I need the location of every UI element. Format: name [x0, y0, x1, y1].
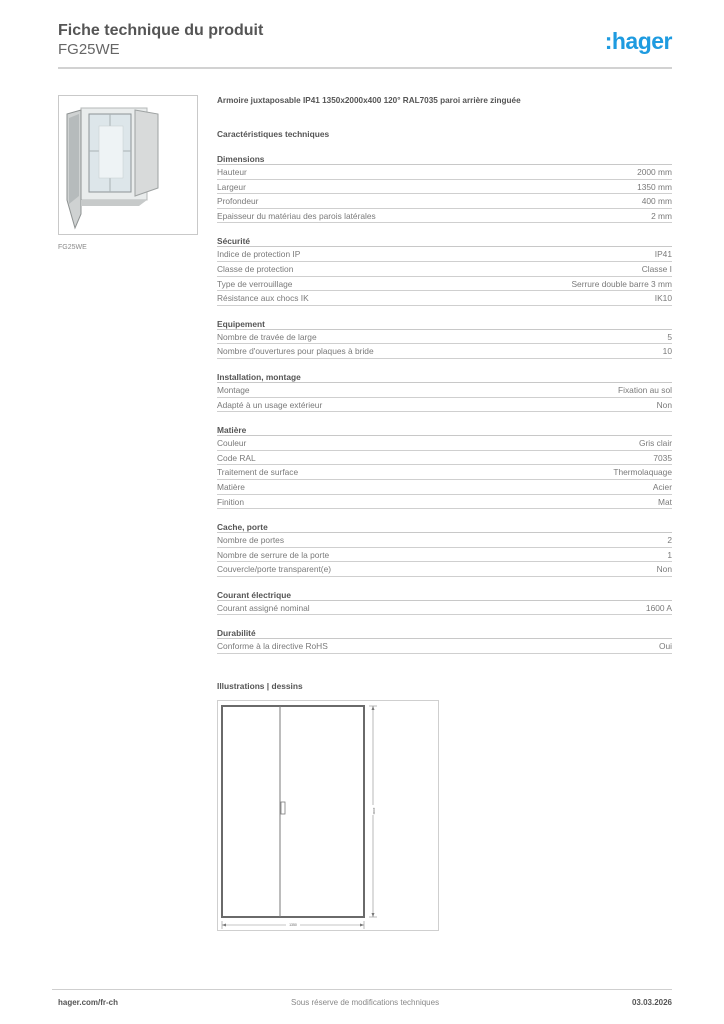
height-dimension-label: 2000 [372, 807, 376, 815]
spec-value: 1350 mm [637, 181, 672, 192]
footer-divider [52, 989, 672, 990]
spec-label: Code RAL [217, 452, 256, 463]
spec-group-dimensions [217, 153, 672, 223]
group-title: Cache, porte [217, 521, 672, 533]
spec-value: Acier [652, 481, 672, 492]
group-title: Matière [217, 424, 672, 436]
spec-label: Nombre de travée de large [217, 331, 317, 342]
spec-row [217, 480, 672, 495]
spec-value: 7035 [653, 452, 672, 463]
spec-row [217, 451, 672, 466]
cabinet-photo-icon [59, 96, 197, 234]
spec-label: Couvercle/porte transparent(e) [217, 564, 332, 575]
page-title: Fiche technique du produit [58, 22, 264, 39]
spec-label: Résistance aux chocs IK [217, 293, 309, 304]
spec-row [217, 495, 672, 510]
spec-content [217, 96, 672, 654]
spec-row [217, 639, 672, 654]
spec-row [217, 533, 672, 548]
technical-drawing [217, 700, 439, 931]
spec-label: Hauteur [217, 167, 247, 177]
spec-label: Indice de protection IP [217, 249, 301, 260]
spec-group-installation [217, 371, 672, 412]
spec-row [217, 262, 672, 277]
spec-group-equipement [217, 318, 672, 359]
product-image [58, 95, 198, 235]
spec-row [217, 465, 672, 480]
spec-row [217, 601, 672, 616]
spec-row [217, 562, 672, 577]
spec-label: Profondeur [217, 196, 259, 207]
spec-label: Matière [217, 481, 245, 492]
spec-label: Finition [217, 496, 244, 507]
spec-group-courant [217, 589, 672, 616]
spec-value: Gris clair [638, 438, 672, 449]
spec-value: Oui [658, 641, 672, 652]
spec-label: Montage [217, 384, 250, 395]
spec-value: Fixation au sol [618, 384, 672, 395]
spec-row [217, 209, 672, 224]
group-title: Courant électrique [217, 589, 672, 601]
spec-value: IK10 [654, 293, 672, 304]
spec-value: IP41 [654, 249, 672, 260]
spec-value: 10 [662, 346, 672, 357]
footer-disclaimer: Sous réserve de modifications techniques [291, 998, 440, 1007]
spec-group-matiere [217, 424, 672, 509]
footer-website-link[interactable]: hager.com/fr-ch [58, 998, 119, 1007]
spec-row [217, 247, 672, 262]
spec-row [217, 398, 672, 413]
spec-group-durabilite [217, 627, 672, 654]
product-description: Armoire juxtaposable IP41 1350x2000x400 120° RAL7035 paroi arrière zinguée [217, 96, 521, 105]
spec-value: Mat [658, 496, 672, 507]
group-title: Dimensions [217, 153, 672, 165]
spec-label: Nombre de portes [217, 535, 285, 546]
spec-row [217, 180, 672, 195]
footer-date: 03.03.2026 [631, 998, 672, 1007]
spec-value: 1 [667, 549, 672, 560]
spec-value: 2 mm [651, 210, 672, 221]
spec-row [217, 548, 672, 563]
spec-label: Couleur [217, 438, 247, 449]
width-dimension-label: 1350 [289, 923, 297, 927]
spec-row [217, 165, 672, 180]
spec-value: 2000 mm [637, 167, 672, 177]
spec-label: Classe de protection [217, 263, 294, 274]
product-image-caption: FG25WE [58, 244, 87, 251]
header-divider [58, 67, 672, 69]
spec-value: Thermolaquage [613, 467, 672, 478]
illustrations-title: Illustrations | dessins [217, 681, 303, 691]
spec-label: Largeur [217, 181, 246, 192]
spec-row [217, 383, 672, 398]
spec-value: Non [656, 564, 672, 575]
spec-row [217, 344, 672, 359]
spec-label: Nombre d'ouvertures pour plaques à bride [217, 346, 374, 357]
group-title: Sécurité [217, 235, 672, 247]
page-header [58, 20, 672, 70]
spec-value: 1600 A [645, 602, 672, 613]
spec-label: Epaisseur du matériau des parois latérales [217, 210, 376, 221]
cabinet-front-drawing-icon [218, 701, 438, 930]
group-title: Durabilité [217, 627, 672, 639]
group-title: Equipement [217, 318, 672, 330]
spec-label: Conforme à la directive RoHS [217, 641, 328, 652]
spec-value: 5 [667, 331, 672, 342]
spec-label: Traitement de surface [217, 467, 299, 478]
spec-label: Adapté à un usage extérieur [217, 399, 323, 410]
spec-row [217, 277, 672, 292]
spec-label: Courant assigné nominal [217, 602, 310, 613]
specs-title: Caractéristiques techniques [217, 129, 330, 139]
hager-logo: :hager [604, 28, 672, 54]
spec-value: 2 [667, 535, 672, 546]
spec-value: Serrure double barre 3 mm [571, 278, 672, 289]
spec-value: Non [656, 399, 672, 410]
spec-row [217, 291, 672, 306]
spec-group-cache-porte [217, 521, 672, 577]
spec-value: 400 mm [641, 196, 672, 207]
spec-row [217, 436, 672, 451]
spec-group-securite [217, 235, 672, 305]
spec-row [217, 330, 672, 345]
product-reference: FG25WE [58, 41, 120, 58]
spec-value: Classe I [641, 263, 672, 274]
group-title: Installation, montage [217, 371, 672, 383]
spec-label: Nombre de serrure de la porte [217, 549, 330, 560]
spec-label: Type de verrouillage [217, 278, 293, 289]
spec-row [217, 194, 672, 209]
